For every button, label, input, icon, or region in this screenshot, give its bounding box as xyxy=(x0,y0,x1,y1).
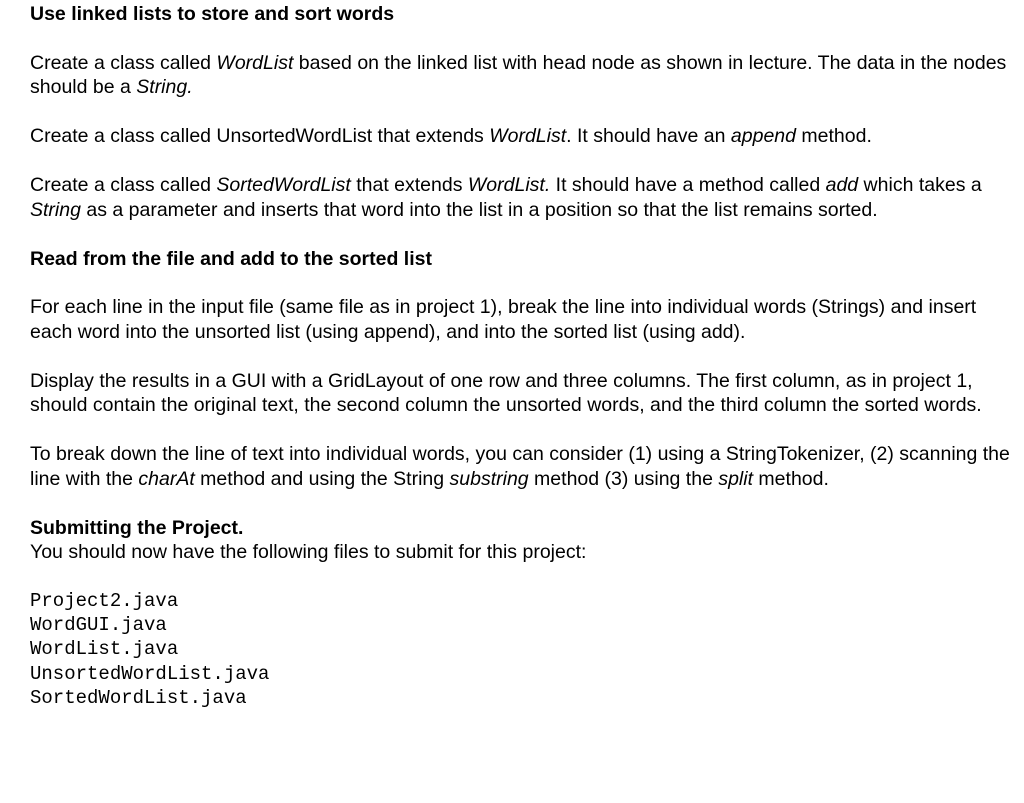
file-list-item: Project2.java xyxy=(30,589,179,612)
paragraph-gui-display: Display the results in a GUI with a GridLayout of one row and three columns. The first column, as in project 1, should contain the original text, the second column the unsorted words, and the third column the sorted words. xyxy=(30,369,982,416)
paragraph-input-file: For each line in the input file (same file as in project 1), break the line into individual words (Strings) and insert each word into the unsorted list (using append), and into the sorted list (using add). xyxy=(30,296,977,343)
file-list-item: SortedWordList.java xyxy=(30,687,247,710)
paragraph-unsorted-class: Create a class called UnsortedWordList that extends WordList. It should have an append method. xyxy=(30,125,872,147)
paragraph-sorted-class: Create a class called SortedWordList that extends WordList. It should have a method called add which takes a String as a parameter and inserts that word into the list in a position so that the list remains sorted. xyxy=(30,174,982,221)
file-list-item: WordGUI.java xyxy=(30,613,167,636)
file-list-item: UnsortedWordList.java xyxy=(30,662,270,685)
document-page xyxy=(30,2,1020,711)
section-heading-read-file: Read from the file and add to the sorted list xyxy=(30,247,432,270)
paragraph-wordlist-class: Create a class called WordList based on the linked list with head node as shown in lecture. The data in the nodes should be a String. xyxy=(30,51,1007,98)
paragraph-break-words: To break down the line of text into individual words, you can consider (1) using a StringTokenizer, (2) scanning the line with the charAt method and using the String substring method (3) using the split method. xyxy=(30,443,1010,490)
file-list-item: WordList.java xyxy=(30,638,179,661)
file-list xyxy=(30,589,1020,711)
section-heading-submitting: Submitting the Project. xyxy=(30,516,244,539)
paragraph-submit-intro: You should now have the following files to submit for this project: xyxy=(30,540,587,563)
section-heading-linked-lists: Use linked lists to store and sort words xyxy=(30,3,395,25)
